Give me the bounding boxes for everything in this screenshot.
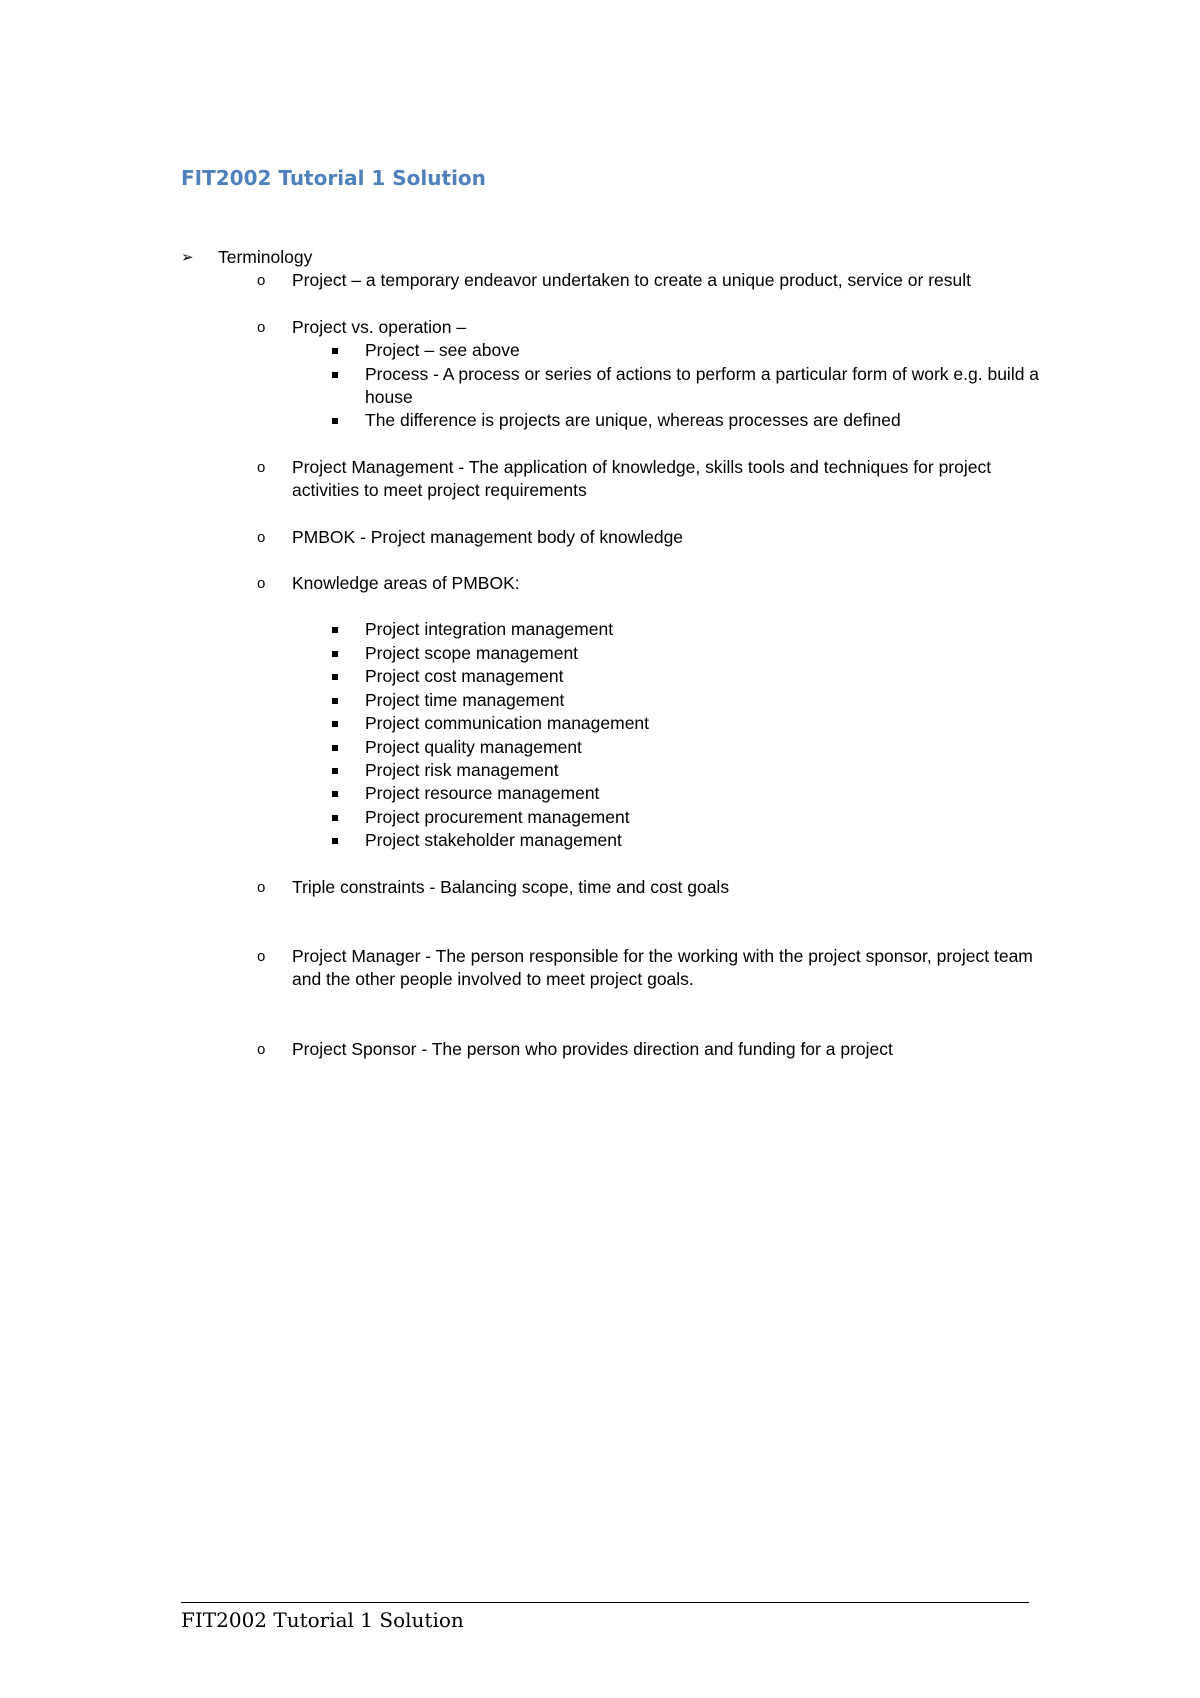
sublist-item [181, 339, 1041, 362]
square-bullet-icon [332, 815, 338, 821]
sublist-item-text: Project integration management [365, 619, 614, 640]
square-bullet-icon [332, 768, 338, 774]
square-bullet-icon [332, 698, 338, 704]
sublist-item-text: Project procurement management [365, 806, 630, 827]
sublist-item-text: Project resource management [365, 783, 600, 804]
sublist-item [181, 363, 1041, 410]
sublist-item [181, 409, 1041, 432]
document-title: FIT2002 Tutorial 1 Solution [181, 166, 486, 190]
document-body [181, 246, 1041, 1061]
terminology-label: Terminology [218, 247, 313, 267]
sublist-item [181, 829, 1041, 852]
list-item-text: Knowledge areas of PMBOK: [292, 573, 520, 594]
square-bullet-icon [332, 418, 338, 424]
circle-bullet-icon: o [257, 878, 266, 896]
sublist-item [181, 665, 1041, 688]
circle-bullet-icon: o [257, 528, 266, 546]
sublist-item [181, 759, 1041, 782]
sublist-item-text: Project – see above [365, 340, 520, 361]
sublist-item-text: Project stakeholder management [365, 830, 622, 851]
list-item-text: Project Management - The application of knowledge, skills tools and techniques for project activities to meet project requirements [292, 456, 992, 501]
arrow-bullet-icon: ➢ [181, 249, 194, 266]
sublist-item-text: Project scope management [365, 642, 579, 663]
project-vs-operation-sublist [181, 339, 1041, 433]
list-item-terminology [181, 246, 1041, 269]
list-item-knowledge-areas [181, 572, 1041, 595]
list-item-text: Triple constraints - Balancing scope, time and cost goals [292, 876, 730, 897]
square-bullet-icon [332, 791, 338, 797]
square-bullet-icon [332, 721, 338, 727]
list-item-text: Project vs. operation – [292, 316, 467, 337]
list-item-triple-constraints [181, 876, 1041, 899]
list-item-text: Project Sponsor - The person who provides direction and funding for a project [292, 1038, 893, 1059]
knowledge-areas-sublist [181, 618, 1041, 852]
sublist-item-text: Project time management [365, 689, 565, 710]
list-item-project-manager [181, 945, 1041, 992]
square-bullet-icon [332, 674, 338, 680]
square-bullet-icon [332, 838, 338, 844]
circle-bullet-icon: o [257, 458, 266, 476]
terminology-list [181, 269, 1041, 1061]
sublist-item-text: The difference is projects are unique, whereas processes are defined [365, 410, 901, 431]
sublist-item-text: Project risk management [365, 759, 559, 780]
list-item-project-management [181, 456, 1041, 503]
sublist-item-text: Process - A process or series of actions to perform a particular form of work e.g. build a house [365, 363, 1040, 408]
sublist-item-text: Project cost management [365, 666, 564, 687]
footer-divider [181, 1602, 1029, 1603]
sublist-wrapper [181, 618, 1041, 852]
sublist-item-text: Project communication management [365, 713, 650, 734]
sublist-item [181, 712, 1041, 735]
circle-bullet-icon: o [257, 318, 266, 336]
list-item-project-sponsor [181, 1038, 1041, 1061]
list-item-project [181, 269, 1041, 292]
square-bullet-icon [332, 627, 338, 633]
sublist-item [181, 642, 1041, 665]
sublist-item-text: Project quality management [365, 736, 582, 757]
sublist-item [181, 782, 1041, 805]
circle-bullet-icon: o [257, 1040, 266, 1058]
circle-bullet-icon: o [257, 947, 266, 965]
sublist-item [181, 806, 1041, 829]
list-item-text: PMBOK - Project management body of knowledge [292, 526, 684, 547]
list-item-text: Project Manager - The person responsible for the working with the project sponsor, project team and the other people involved to meet project goals. [292, 945, 1033, 990]
list-item-project-vs-operation [181, 316, 1041, 339]
square-bullet-icon [332, 348, 338, 354]
sublist-item [181, 689, 1041, 712]
circle-bullet-icon: o [257, 272, 266, 290]
list-item-text: Project – a temporary endeavor undertaken to create a unique product, service or result [292, 270, 971, 291]
square-bullet-icon [332, 372, 338, 378]
list-item-pmbok [181, 526, 1041, 549]
sublist-item [181, 618, 1041, 641]
circle-bullet-icon: o [257, 575, 266, 593]
square-bullet-icon [332, 651, 338, 657]
sublist-item [181, 736, 1041, 759]
page-footer: FIT2002 Tutorial 1 Solution [181, 1608, 464, 1632]
sublist-wrapper [181, 339, 1041, 433]
square-bullet-icon [332, 745, 338, 751]
